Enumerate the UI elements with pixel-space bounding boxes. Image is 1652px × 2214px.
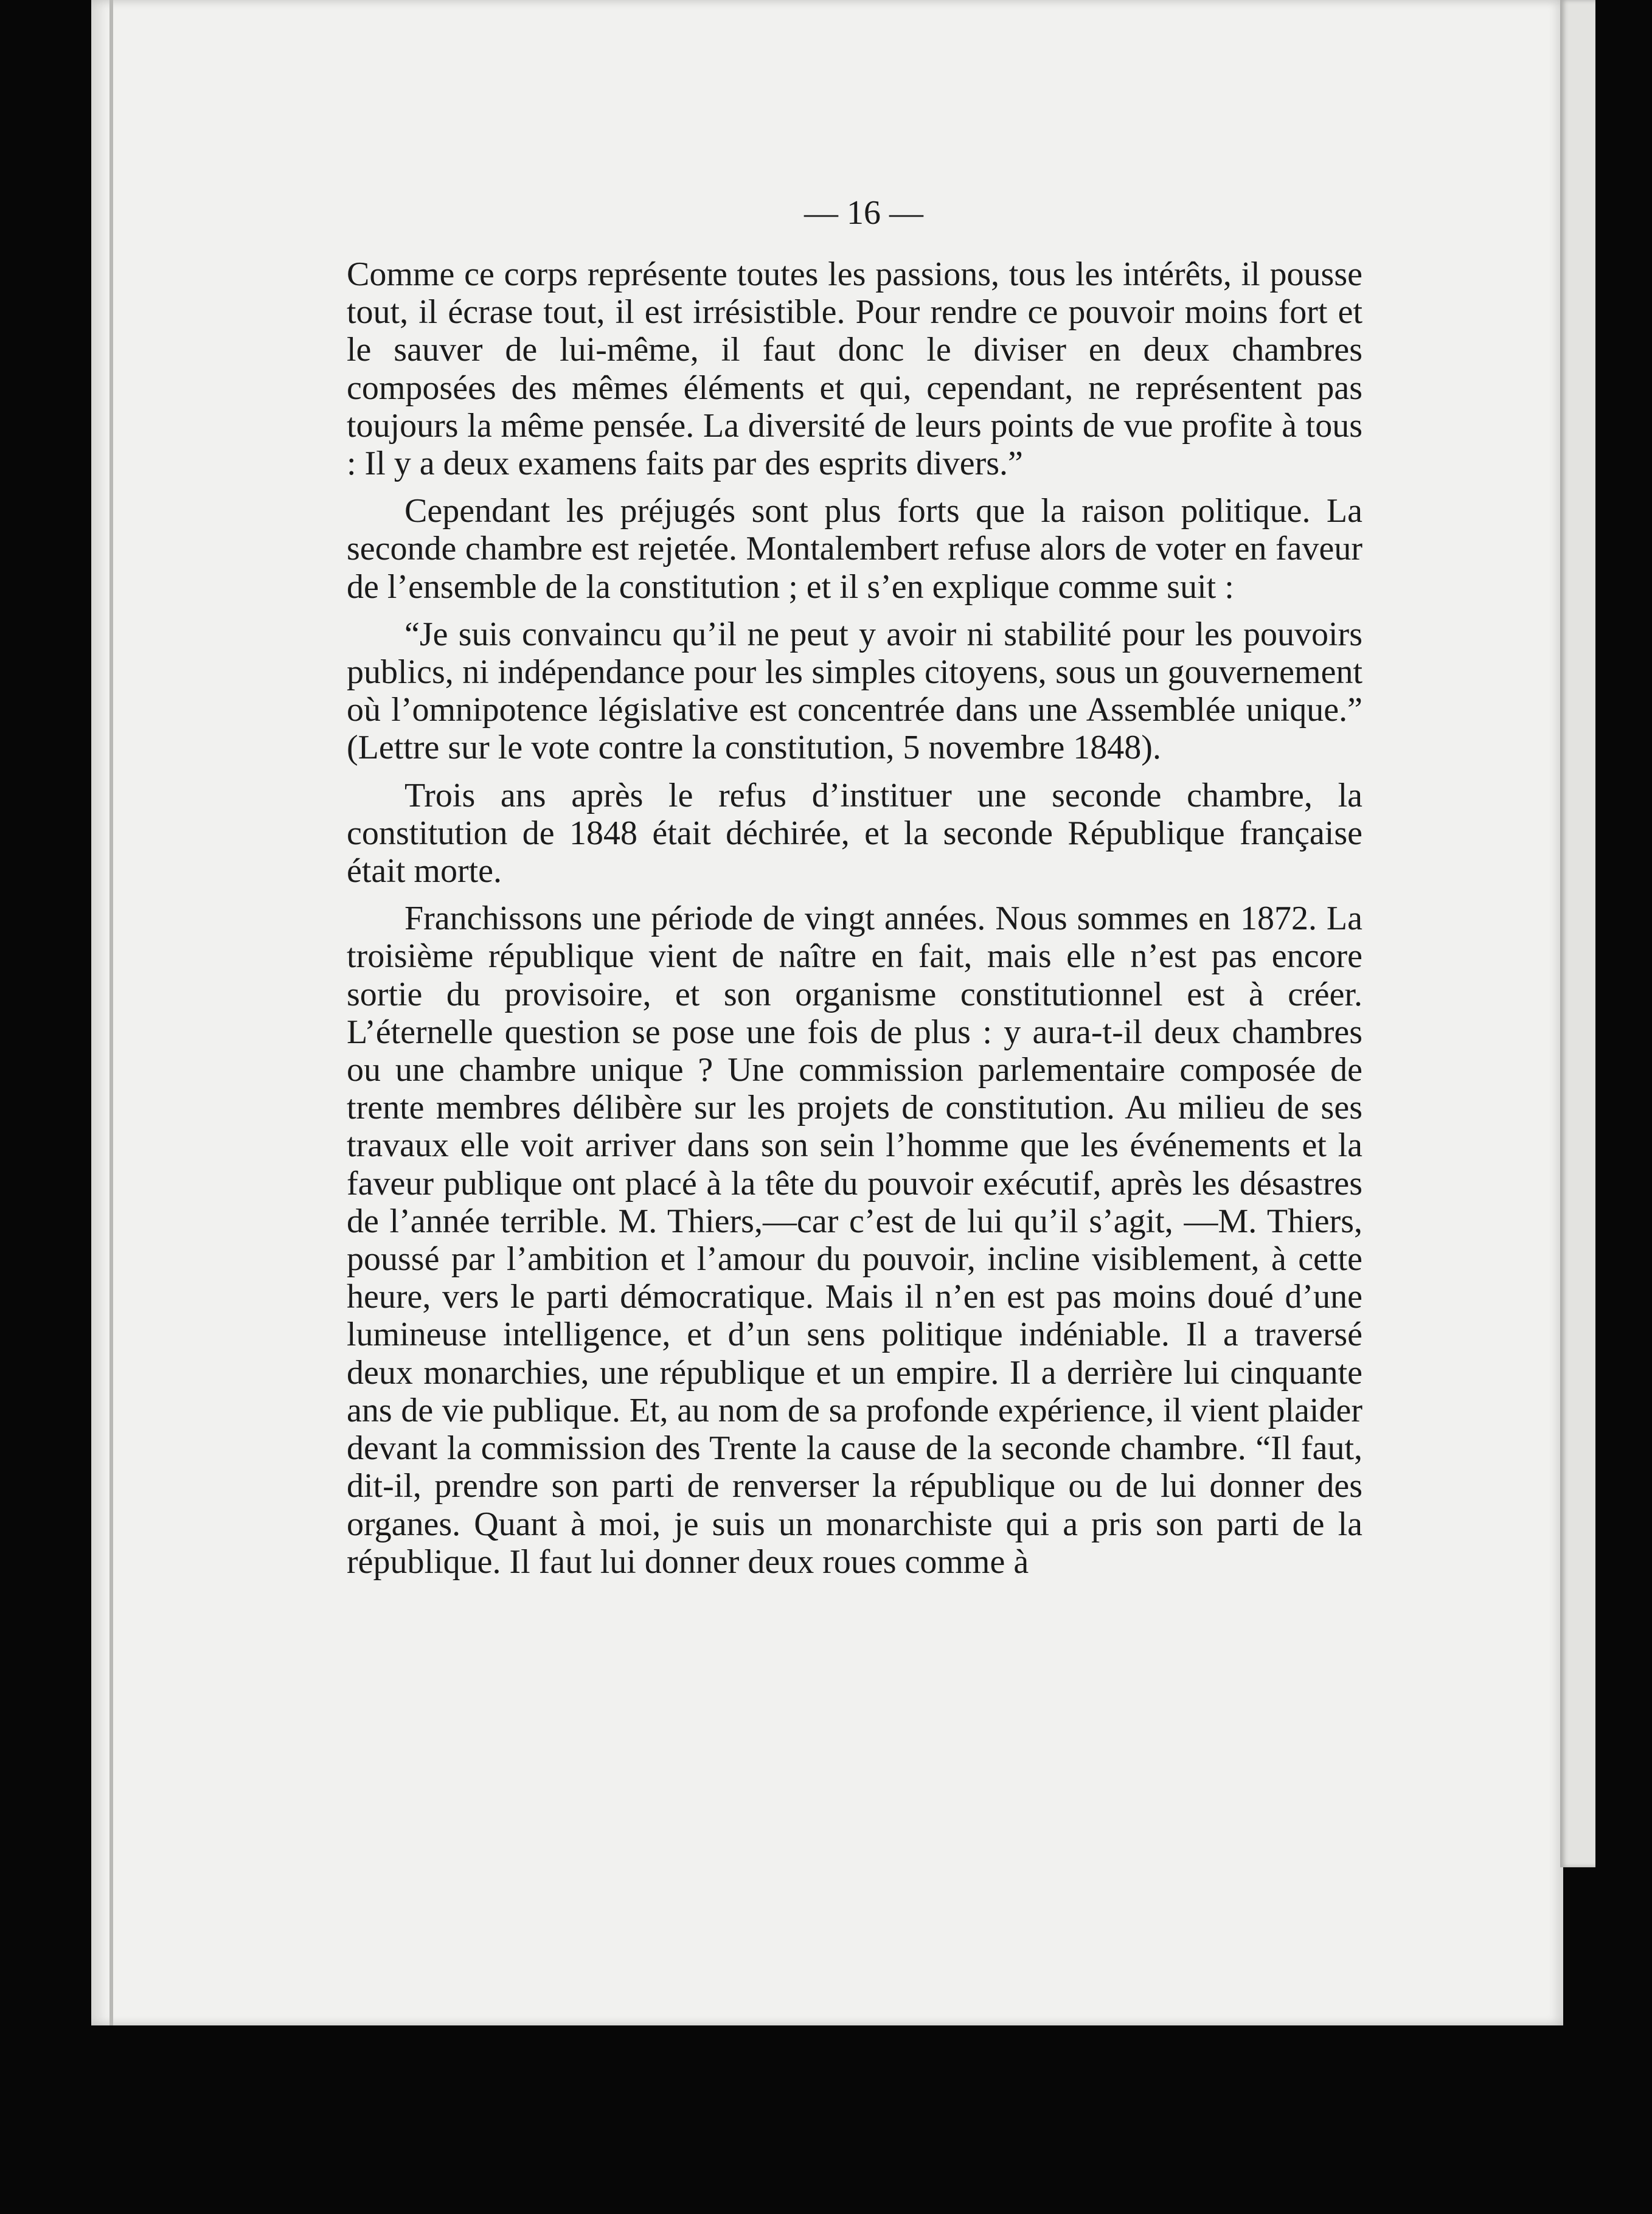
paragraph-5: Franchissons une période de vingt années. Nous sommes en 1872. La troisième république vient de naître en fait, mais elle n’est pas encore sortie du provisoire, et son organisme constitutionnel est à créer. L’éternelle question se pose une fois de plus : y aura-t-il deux chambres ou une chambre unique ? Une commission parlementaire composée de trente membres délibère sur les projets de constitution. Au milieu de ses travaux elle voit arriver dans son sein l’homme que les événements et la faveur publique ont placé à la tête du pouvoir exécutif, après les désastres de l’année terrible. M. Thiers,—car c’est de lui qu’il s’agit, —M. Thiers, poussé par l’ambition et l’amour du pouvoir, incline visiblement, à cette heure, vers le parti démocratique. Mais il n’en est pas moins doué d’une lumineuse intelligence, et d’un sens politique indéniable. Il a traversé deux monarchies, une république et un empire. Il a derrière lui cinquante ans de vie publique. Et, au nom de sa profonde expérience, il vient plaider devant la commission des Trente la cause de la seconde chambre. “Il faut, dit-il, prendre son parti de renverser la république ou de lui donner des organes. Quant à moi, je suis un monarchiste qui a pris son parti de la république. Il faut lui donner deux roues comme à <box>347 900 1362 1581</box>
paragraph-1: Comme ce corps représente toutes les passions, tous les intérêts, il pousse tout, il écrase tout, il est irrésistible. Pour rendre ce pouvoir moins fort et le sauver de lui-même, il faut donc le diviser en deux chambres composées des mêmes éléments et qui, cependant, ne représentent pas toujours la même pensée. La diversité de leurs points de vue profite à tous : Il y a deux examens faits par des esprits divers.” <box>347 255 1362 483</box>
page-fold <box>109 0 113 2025</box>
page-number: — 16 — <box>804 194 923 232</box>
adjacent-page-edge <box>1560 0 1595 1867</box>
paragraph-4: Trois ans après le refus d’instituer une seconde chambre, la constitution de 1848 était déchirée, et la seconde République française était morte. <box>347 776 1362 890</box>
body-text <box>347 255 1362 1591</box>
paragraph-3-quote: “Je suis convaincu qu’il ne peut y avoir ni stabilité pour les pouvoirs publics, ni indépendance pour les simples citoyens, sous un gouvernement où l’omnipotence législative est concentrée dans une Assemblée unique.” (Lettre sur le vote contre la constitution, 5 novembre 1848). <box>347 615 1362 767</box>
paragraph-2: Cependant les préjugés sont plus forts que la raison politique. La seconde chambre est rejetée. Montalembert refuse alors de voter en faveur de l’ensemble de la constitution ; et il s’en explique comme suit : <box>347 492 1362 606</box>
